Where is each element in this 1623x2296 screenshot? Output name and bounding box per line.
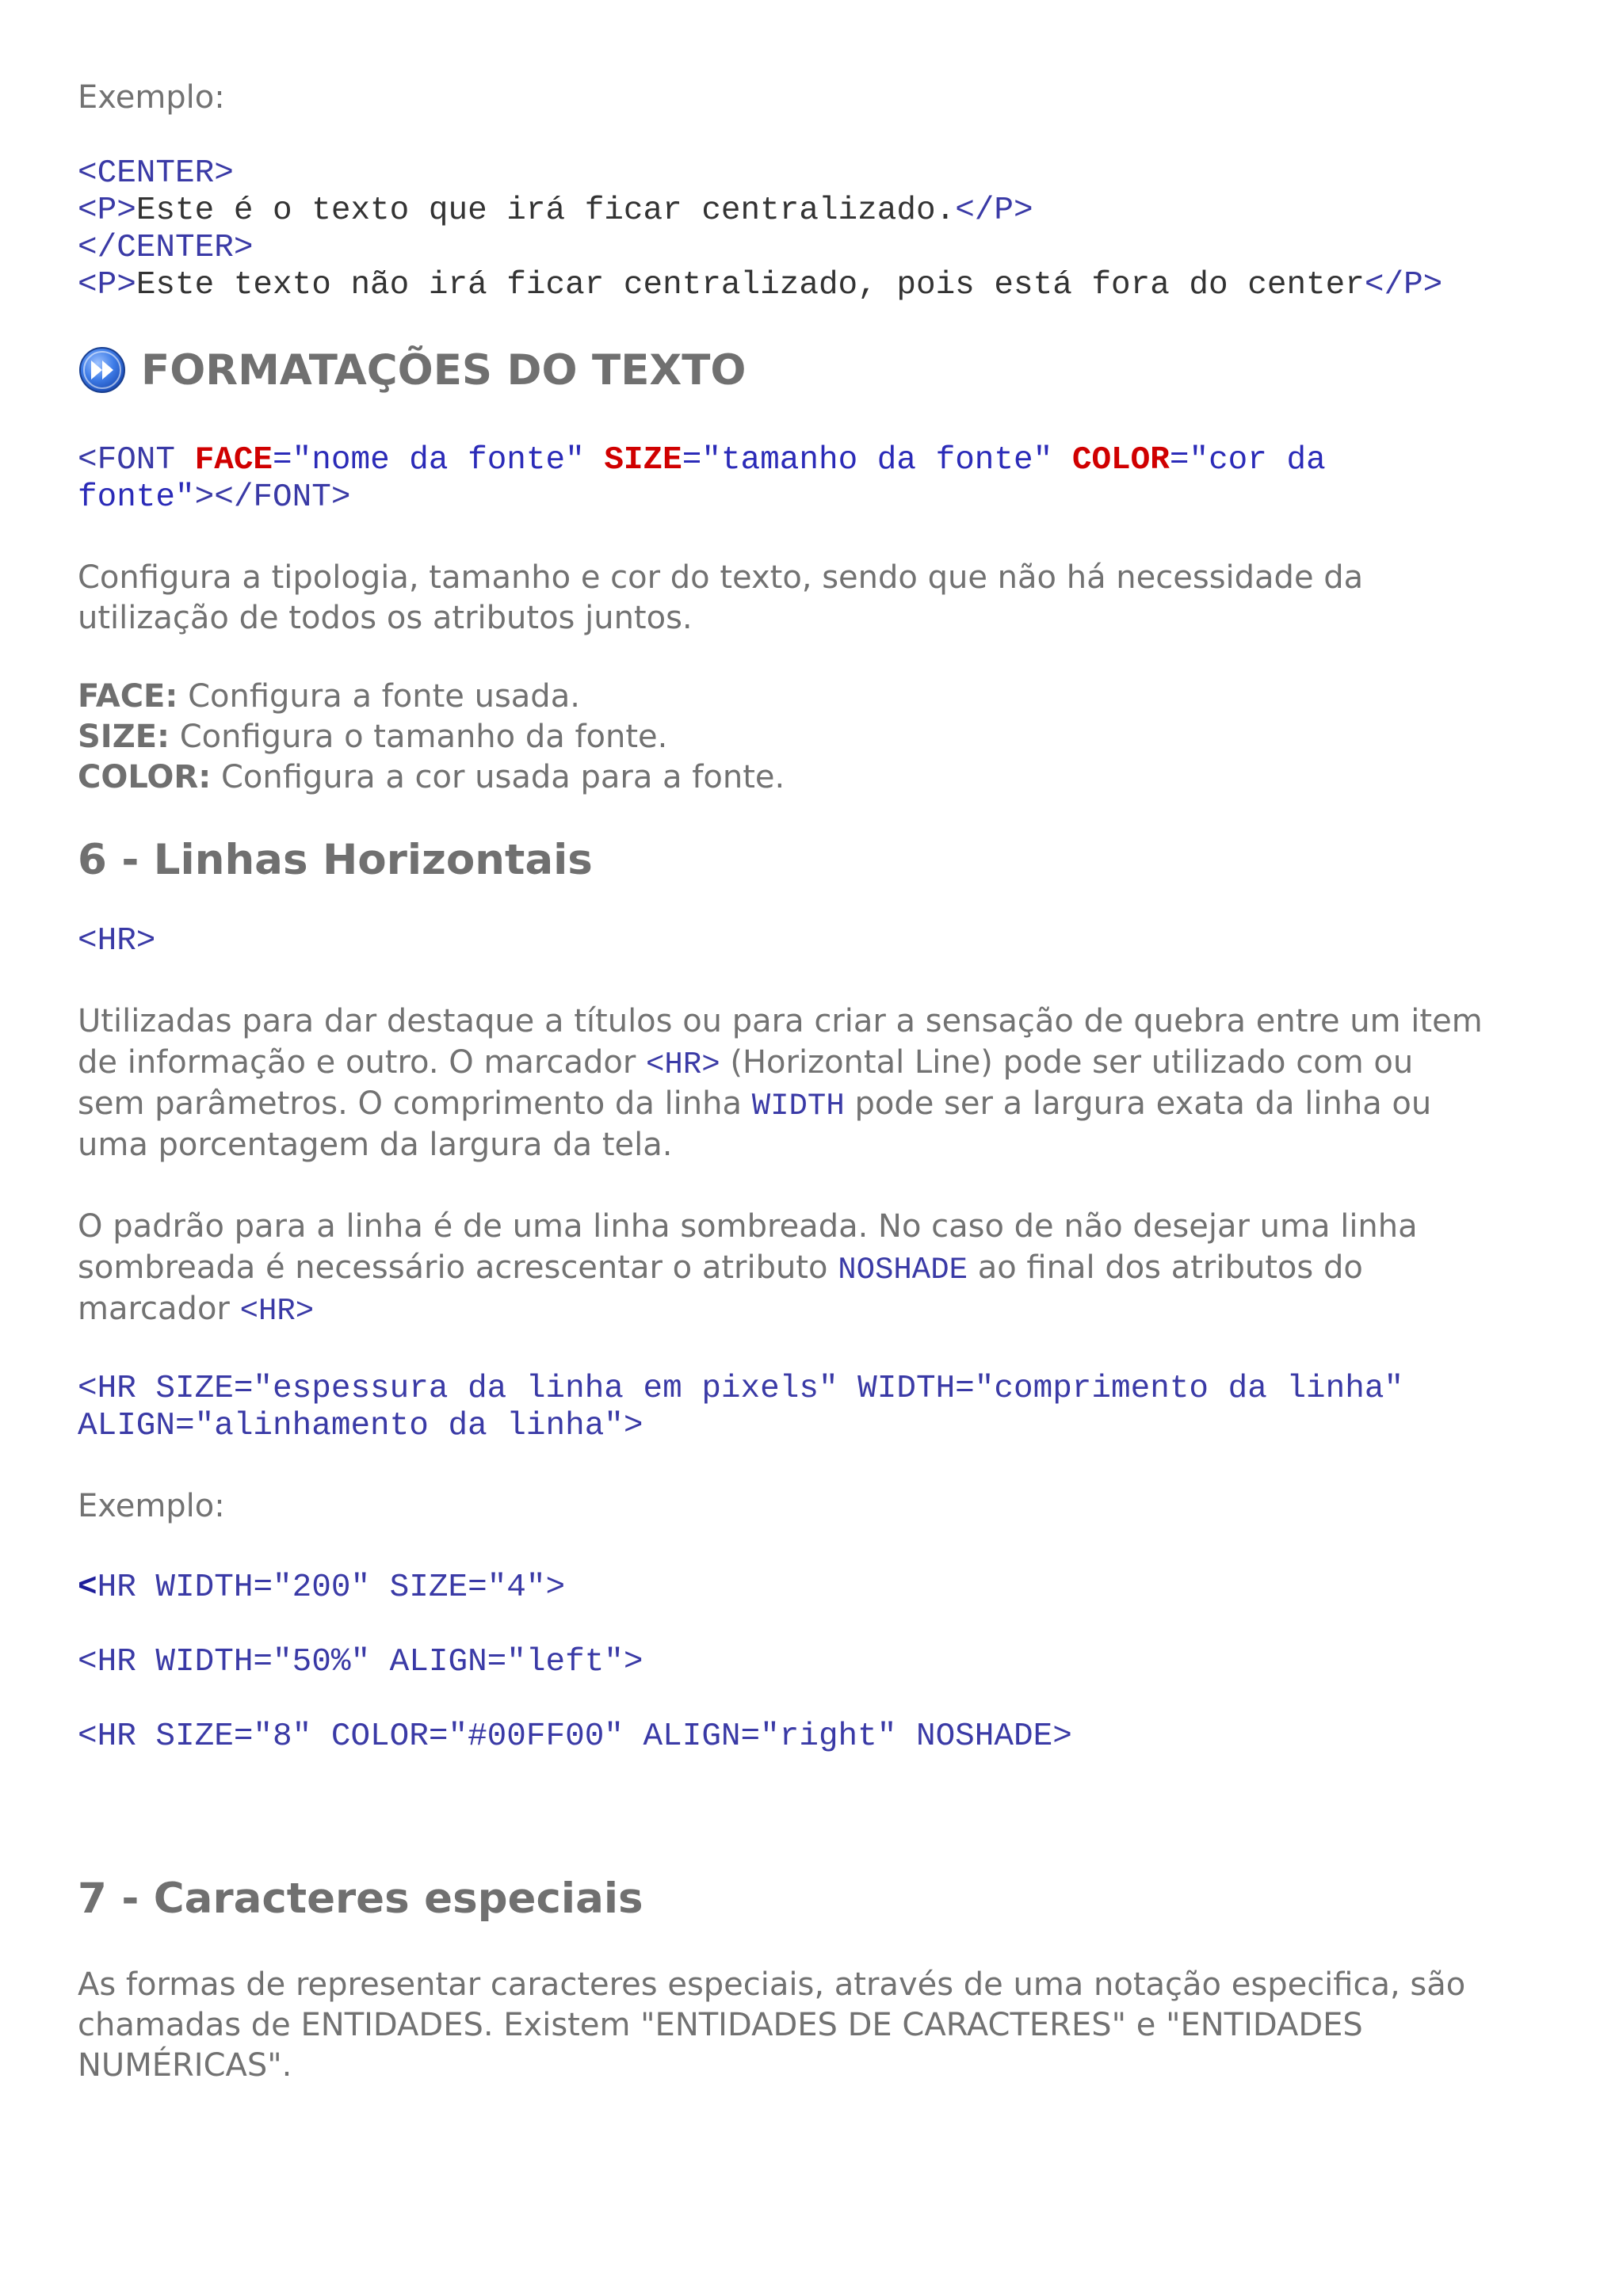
center-code-line-1: <CENTER> [78, 155, 234, 192]
section-heading-formatacoes [78, 345, 746, 395]
hr-example-1: <HR WIDTH="200" SIZE="4"> [78, 1569, 566, 1606]
chars-paragraph-line-2: chamadas de ENTIDADES. Existem "ENTIDADES DE CARACTERES" e "ENTIDADES [78, 2007, 1363, 2043]
hr-example-3: <HR SIZE="8" COLOR="#00FF00" ALIGN="right" NOSHADE> [78, 1718, 1072, 1755]
hr-paragraph-1-line-3: sem parâmetros. O comprimento da linha WIDTH pode ser a largura exata da linha ou [78, 1085, 1432, 1123]
center-code-line-3: </CENTER> [78, 230, 254, 266]
hr-tag: <HR> [78, 923, 156, 959]
center-code-line-2: <P>Este é o texto que irá ficar centralizado.</P> [78, 193, 1033, 229]
center-code-line-4: <P>Este texto não irá ficar centralizado, pois está fora do center</P> [78, 267, 1443, 303]
hr-paragraph-2-line-3: marcador <HR> [78, 1291, 315, 1329]
hr-syntax-line-1: <HR SIZE="espessura da linha em pixels" WIDTH="comprimento da linha" [78, 1371, 1404, 1407]
hr-paragraph-1-line-2: de informação e outro. O marcador <HR> (Horizontal Line) pode ser utilizado com ou [78, 1044, 1414, 1082]
section-title: FORMATAÇÕES DO TEXTO [141, 345, 747, 395]
example-label: Exemplo: [78, 79, 225, 116]
hr-syntax-line-2: ALIGN="alinhamento da linha"> [78, 1408, 643, 1444]
hr-paragraph-1-line-4: uma porcentagem da largura da tela. [78, 1127, 673, 1163]
font-syntax-line-1: <FONT FACE="nome da fonte" SIZE="tamanho da fonte" COLOR="cor da [78, 442, 1326, 479]
hr-paragraph-2-line-1: O padrão para a linha é de uma linha sombreada. No caso de não desejar uma linha [78, 1208, 1418, 1245]
heading-linhas-horizontais: 6 - Linhas Horizontais [78, 836, 593, 884]
attr-size: SIZE: Configura o tamanho da fonte. [78, 719, 668, 755]
hr-paragraph-2-line-2: sombreada é necessário acrescentar o atributo NOSHADE ao final dos atributos do [78, 1249, 1363, 1287]
font-description-line-1: Configura a tipologia, tamanho e cor do texto, sendo que não há necessidade da [78, 559, 1364, 596]
chars-paragraph-line-1: As formas de representar caracteres especiais, através de uma notação especifica, são [78, 1966, 1466, 2003]
fast-forward-icon [78, 345, 127, 395]
chars-paragraph-line-3: NUMÉRICAS". [78, 2047, 292, 2084]
attr-color: COLOR: Configura a cor usada para a fonte. [78, 759, 785, 795]
hr-example-label: Exemplo: [78, 1488, 225, 1524]
font-syntax-line-2: fonte"></FONT> [78, 479, 351, 516]
heading-caracteres-especiais: 7 - Caracteres especiais [78, 1875, 643, 1923]
hr-paragraph-1-line-1: Utilizadas para dar destaque a títulos ou para criar a sensação de quebra entre um item [78, 1003, 1483, 1039]
attr-face: FACE: Configura a fonte usada. [78, 678, 580, 715]
font-description-line-2: utilização de todos os atributos juntos. [78, 600, 693, 636]
hr-example-2: <HR WIDTH="50%" ALIGN="left"> [78, 1644, 643, 1680]
